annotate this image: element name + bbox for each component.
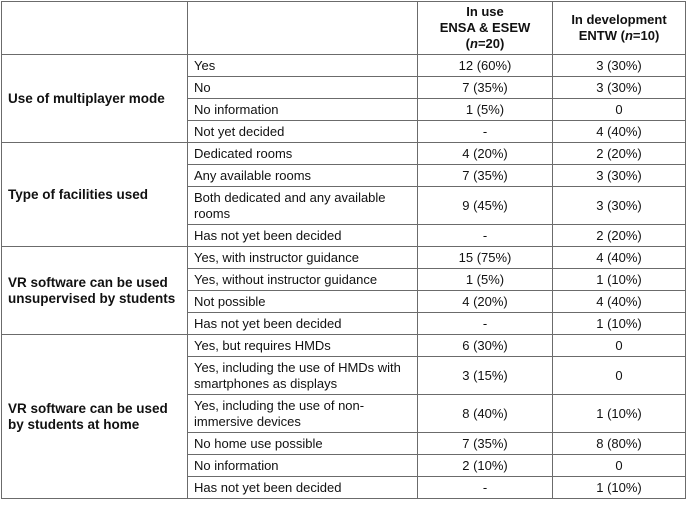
in-use-value: 15 (75%) bbox=[418, 247, 553, 269]
in-use-value: 8 (40%) bbox=[418, 395, 553, 433]
header-category bbox=[2, 2, 188, 55]
category-multiplayer: Use of multiplayer mode bbox=[2, 55, 188, 143]
in-dev-value: 2 (20%) bbox=[553, 225, 686, 247]
in-dev-value: 3 (30%) bbox=[553, 187, 686, 225]
header-in-use-n-suffix: =20) bbox=[477, 36, 505, 51]
in-use-value: 12 (60%) bbox=[418, 55, 553, 77]
in-dev-value: 4 (40%) bbox=[553, 291, 686, 313]
header-subcategory bbox=[188, 2, 418, 55]
header-row bbox=[2, 2, 686, 55]
header-in-dev-line1: In development bbox=[571, 12, 667, 27]
row-label: Has not yet been decided bbox=[188, 313, 418, 335]
row-label: Yes, but requires HMDs bbox=[188, 335, 418, 357]
in-use-value: 7 (35%) bbox=[418, 77, 553, 99]
category-facilities: Type of facilities used bbox=[2, 143, 188, 247]
header-in-use-line1: In use bbox=[466, 4, 504, 19]
in-dev-value: 1 (10%) bbox=[553, 269, 686, 291]
row-label: Yes, without instructor guidance bbox=[188, 269, 418, 291]
in-use-value: 9 (45%) bbox=[418, 187, 553, 225]
table-row bbox=[2, 247, 686, 269]
in-dev-value: 0 bbox=[553, 99, 686, 121]
header-in-use-n-prefix: ( bbox=[465, 36, 470, 51]
header-in-dev-n-suffix: =10) bbox=[632, 28, 660, 43]
row-label: Both dedicated and any available rooms bbox=[188, 187, 418, 225]
in-use-value: 7 (35%) bbox=[418, 165, 553, 187]
in-use-value: 2 (10%) bbox=[418, 455, 553, 477]
row-label: No information bbox=[188, 455, 418, 477]
in-use-value: 4 (20%) bbox=[418, 143, 553, 165]
header-in-use-line2: ENSA & ESEW bbox=[439, 20, 531, 35]
header-in-use bbox=[418, 2, 553, 55]
row-label: No bbox=[188, 77, 418, 99]
header-in-dev-n-var: n bbox=[624, 28, 633, 43]
in-use-value: - bbox=[418, 225, 553, 247]
row-label: Yes, including the use of HMDs with smartphones as displays bbox=[188, 357, 418, 395]
row-label: Yes, including the use of non-immersive devices bbox=[188, 395, 418, 433]
row-label: No information bbox=[188, 99, 418, 121]
in-use-value: 3 (15%) bbox=[418, 357, 553, 395]
in-dev-value: 3 (30%) bbox=[553, 165, 686, 187]
in-dev-value: 4 (40%) bbox=[553, 247, 686, 269]
row-label: Has not yet been decided bbox=[188, 477, 418, 499]
header-in-use-n-var: n bbox=[470, 36, 478, 51]
in-use-value: 1 (5%) bbox=[418, 99, 553, 121]
in-dev-value: 0 bbox=[553, 335, 686, 357]
in-use-value: - bbox=[418, 477, 553, 499]
row-label: Any available rooms bbox=[188, 165, 418, 187]
row-label: Not yet decided bbox=[188, 121, 418, 143]
row-label: Dedicated rooms bbox=[188, 143, 418, 165]
in-use-value: 4 (20%) bbox=[418, 291, 553, 313]
row-label: Yes bbox=[188, 55, 418, 77]
in-dev-value: 3 (30%) bbox=[553, 77, 686, 99]
header-in-development bbox=[553, 2, 686, 55]
in-use-value: 1 (5%) bbox=[418, 269, 553, 291]
table-row bbox=[2, 55, 686, 77]
in-dev-value: 1 (10%) bbox=[553, 477, 686, 499]
in-dev-value: 8 (80%) bbox=[553, 433, 686, 455]
row-label: No home use possible bbox=[188, 433, 418, 455]
row-label: Has not yet been decided bbox=[188, 225, 418, 247]
category-unsupervised: VR software can be used unsupervised by students bbox=[2, 247, 188, 335]
row-label: Not possible bbox=[188, 291, 418, 313]
in-use-value: 7 (35%) bbox=[418, 433, 553, 455]
results-table bbox=[1, 1, 686, 499]
in-dev-value: 2 (20%) bbox=[553, 143, 686, 165]
in-dev-value: 0 bbox=[553, 357, 686, 395]
in-use-value: - bbox=[418, 121, 553, 143]
in-dev-value: 1 (10%) bbox=[553, 395, 686, 433]
in-dev-value: 1 (10%) bbox=[553, 313, 686, 335]
header-in-dev-prefix: ENTW ( bbox=[578, 28, 625, 43]
row-label: Yes, with instructor guidance bbox=[188, 247, 418, 269]
in-use-value: - bbox=[418, 313, 553, 335]
in-dev-value: 4 (40%) bbox=[553, 121, 686, 143]
table-row bbox=[2, 335, 686, 357]
in-dev-value: 0 bbox=[553, 455, 686, 477]
table-row bbox=[2, 143, 686, 165]
in-dev-value: 3 (30%) bbox=[553, 55, 686, 77]
category-home-use: VR software can be used by students at home bbox=[2, 335, 188, 499]
in-use-value: 6 (30%) bbox=[418, 335, 553, 357]
